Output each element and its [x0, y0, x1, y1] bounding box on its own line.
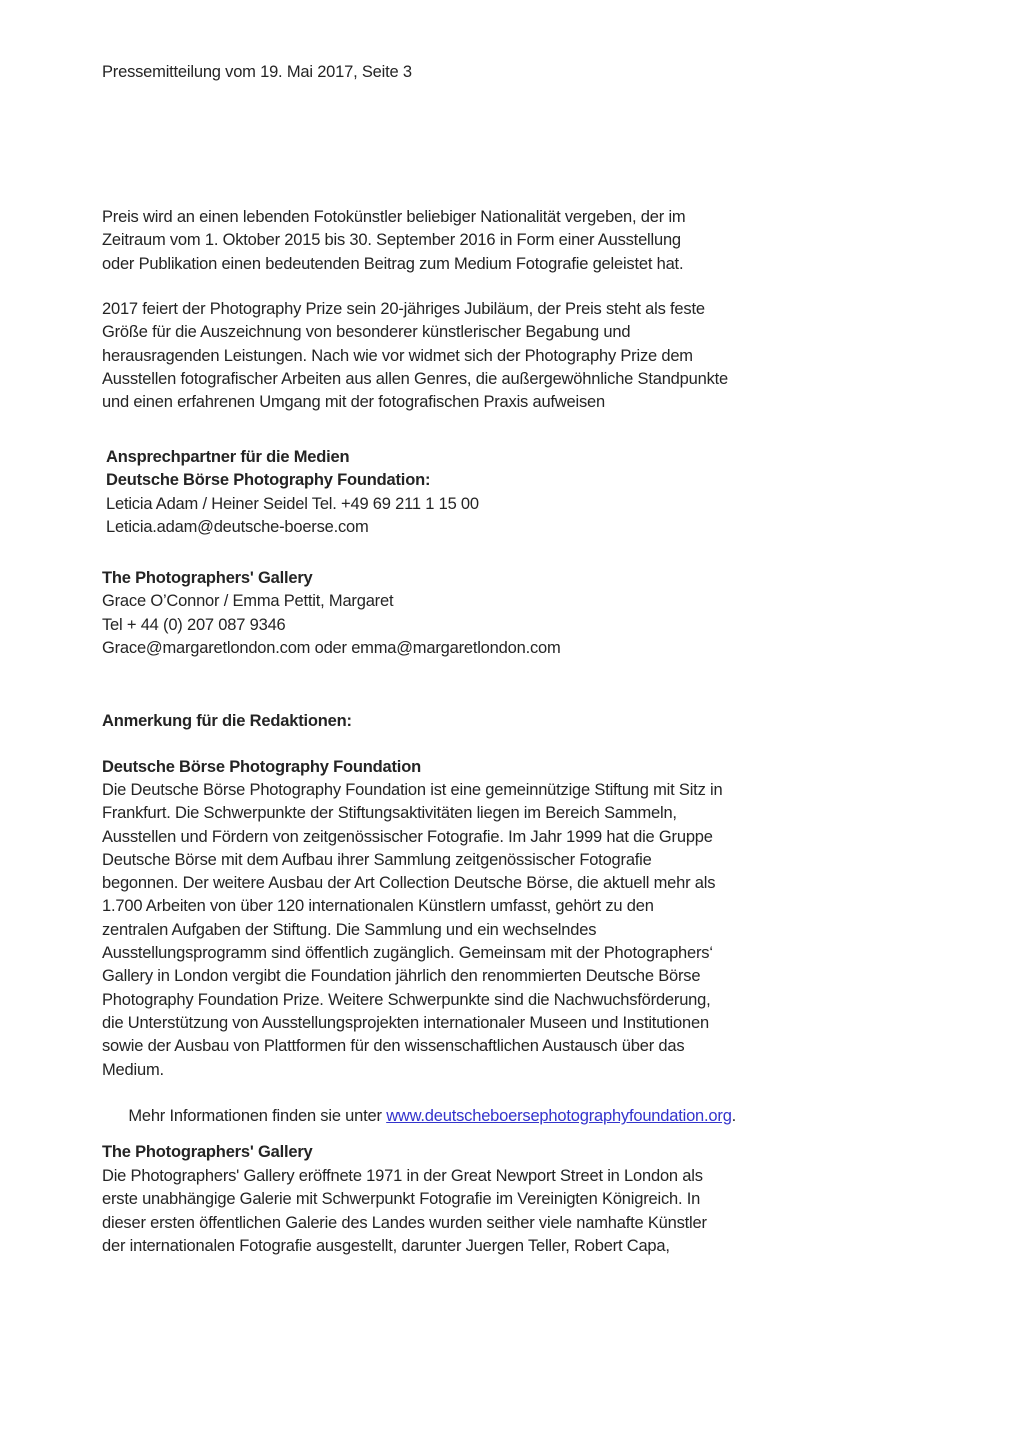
- text-line: und einen erfahrenen Umgang mit der fotografischen Praxis aufweisen: [102, 393, 605, 412]
- more-info-prefix: Mehr Informationen finden sie unter: [128, 1107, 387, 1126]
- tpg-contact-phone: Tel + 44 (0) 207 087 9346: [102, 615, 286, 634]
- media-contacts-tpg-block: [102, 567, 802, 660]
- text-line: Medium.: [102, 1060, 164, 1079]
- text-line: 2017 feiert der Photography Prize sein 20-jähriges Jubiläum, der Preis steht als feste: [102, 300, 705, 318]
- media-contacts-dbpf-block: [106, 446, 806, 539]
- tpg-contact-name: The Photographers' Gallery: [102, 569, 313, 587]
- text-line: 1.700 Arbeiten von über 120 internationalen Künstlern umfasst, gehört zu den: [102, 897, 654, 916]
- text-line: oder Publikation einen bedeutenden Beitrag zum Medium Fotografie geleistet hat.: [102, 254, 684, 273]
- text-line: Größe für die Auszeichnung von besonderer künstlerischer Begabung und: [102, 323, 631, 342]
- text-line: Ausstellen und Fördern von zeitgenössischer Fotografie. Im Jahr 1999 hat die Gruppe: [102, 827, 713, 846]
- text-line: zentralen Aufgaben der Stiftung. Die Sammlung und ein wechselndes: [102, 920, 597, 939]
- paragraph-jubilee: [102, 298, 802, 414]
- text-line: Ausstellen fotografischer Arbeiten aus allen Genres, die außergewöhnliche Standpunkte: [102, 369, 728, 388]
- text-line: Preis wird an einen lebenden Fotokünstler beliebiger Nationalität vergeben, der im: [102, 208, 686, 226]
- page-header: Pressemitteilung vom 19. Mai 2017, Seite 3: [102, 63, 412, 81]
- foundation-website-link[interactable]: www.deutscheboersephotographyfoundation.org: [386, 1107, 732, 1126]
- dbpf-description-block: [102, 779, 802, 1152]
- text-line: herausragenden Leistungen. Nach wie vor widmet sich der Photography Prize dem: [102, 346, 693, 365]
- text-line: Photography Foundation Prize. Weitere Schwerpunkte sind die Nachwuchsförderung,: [102, 990, 711, 1009]
- more-info-period: .: [731, 1107, 737, 1126]
- text-line: Deutsche Börse mit dem Aufbau ihrer Sammlung zeitgenössischer Fotografie: [102, 850, 652, 869]
- text-line: Zeitraum vom 1. Oktober 2015 bis 30. September 2016 in Form einer Ausstellung: [102, 231, 681, 250]
- text-line: Die Deutsche Börse Photography Foundation ist eine gemeinnützige Stiftung mit Sitz in: [102, 781, 723, 799]
- text-line: Frankfurt. Die Schwerpunkte der Stiftungsaktivitäten liegen im Bereich Sammeln,: [102, 804, 677, 823]
- text-line: erste unabhängige Galerie mit Schwerpunkt Fotografie im Vereinigten Königreich. In: [102, 1190, 701, 1209]
- paragraph-intro: [102, 206, 802, 276]
- tpg-section-heading: The Photographers' Gallery: [102, 1143, 313, 1161]
- text-line: Ausstellungsprogramm sind öffentlich zugänglich. Gemeinsam mit der Photographers‘: [102, 944, 713, 963]
- dbpf-section-heading: Deutsche Börse Photography Foundation: [102, 758, 421, 776]
- tpg-description-block: [102, 1165, 802, 1258]
- dbpf-contact-phone: Leticia Adam / Heiner Seidel Tel. +49 69 211 1 15 00: [106, 494, 479, 513]
- media-contacts-title: Ansprechpartner für die Medien: [106, 448, 350, 466]
- text-line: sowie der Ausbau von Plattformen für den wissenschaftlichen Austausch über das: [102, 1037, 685, 1056]
- dbpf-description-lines: [102, 779, 802, 1082]
- text-line: begonnen. Der weitere Ausbau der Art Collection Deutsche Börse, die aktuell mehr als: [102, 874, 716, 893]
- editors-note-heading: Anmerkung für die Redaktionen:: [102, 712, 352, 730]
- tpg-contact-email: Grace@margaretlondon.com oder emma@margaretlondon.com: [102, 638, 561, 657]
- tpg-contact-people: Grace O’Connor / Emma Pettit, Margaret: [102, 592, 394, 611]
- text-line: Gallery in London vergibt die Foundation jährlich den renommierten Deutsche Börse: [102, 967, 701, 986]
- text-line: dieser ersten öffentlichen Galerie des Landes wurden seither viele namhafte Künstler: [102, 1213, 707, 1232]
- dbpf-contact-email: Leticia.adam@deutsche-boerse.com: [106, 517, 369, 536]
- text-line: Die Photographers' Gallery eröffnete 1971 in der Great Newport Street in London als: [102, 1167, 703, 1185]
- text-line: die Unterstützung von Ausstellungsprojekten internationaler Museen und Institutionen: [102, 1013, 709, 1032]
- text-line: der internationalen Fotografie ausgestellt, darunter Juergen Teller, Robert Capa,: [102, 1236, 670, 1255]
- dbpf-contact-name: Deutsche Börse Photography Foundation:: [106, 471, 431, 490]
